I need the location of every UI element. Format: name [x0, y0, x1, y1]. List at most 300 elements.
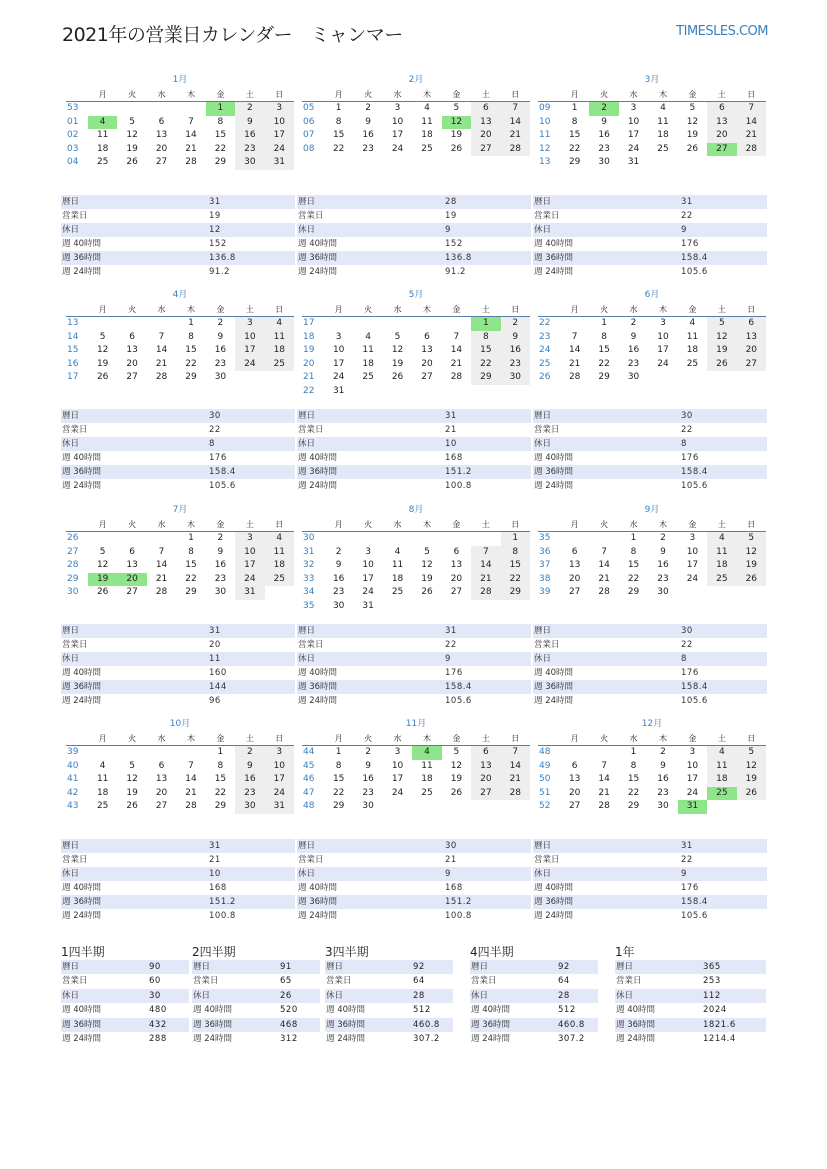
stats-value: 20: [209, 640, 221, 650]
empty-day-cell: [117, 317, 146, 331]
day-cell: 17: [627, 130, 640, 140]
day-cell: 18: [265, 559, 294, 573]
weekday-label: 金: [688, 90, 697, 99]
day-cell: 17: [265, 129, 294, 143]
empty-day-cell: [383, 800, 412, 814]
stats-value: 31: [445, 626, 457, 636]
quarter-label: 営業日: [471, 976, 497, 987]
quarter-block: [325, 944, 453, 1046]
month-calendar: [302, 287, 530, 398]
day-cell: 21: [185, 787, 197, 798]
weekday-label: 土: [717, 90, 726, 99]
stats-value: 12: [209, 225, 221, 235]
stats-label: 暦日: [298, 411, 316, 421]
stats-row: [61, 881, 295, 895]
stats-value: 168: [445, 883, 463, 893]
stats-row: [533, 265, 767, 279]
day-cell: 18: [707, 773, 736, 787]
stats-value: 21: [445, 425, 457, 435]
stats-row: [61, 423, 295, 437]
day-cell: 26: [450, 787, 463, 798]
day-cell: 2: [501, 317, 530, 331]
quarter-label: 営業日: [326, 976, 352, 987]
stats-label: 休日: [534, 869, 552, 879]
weekday-label: 金: [452, 305, 461, 314]
holiday-cell: 31: [678, 800, 707, 814]
day-cell: 20: [471, 129, 500, 143]
week-row: [66, 559, 294, 573]
day-cell: 6: [471, 102, 500, 116]
quarter-value: 64: [558, 976, 570, 987]
empty-day-cell: [353, 385, 382, 399]
month-name: 11月: [405, 719, 427, 729]
stats-row: [297, 437, 531, 451]
day-cell: 7: [453, 331, 460, 342]
day-cell: 22: [627, 787, 640, 798]
weekday-label: 木: [658, 734, 667, 743]
week-number: 35: [303, 600, 315, 611]
stats-row: [297, 853, 531, 867]
week-row: [538, 156, 766, 170]
day-cell: 10: [332, 345, 345, 355]
week-number: 45: [303, 760, 315, 771]
stats-value: 9: [681, 869, 687, 879]
month-stats: [61, 624, 295, 708]
day-cell: 15: [214, 130, 227, 140]
empty-day-cell: [147, 102, 176, 116]
stats-value: 30: [445, 841, 457, 851]
week-row: [538, 532, 766, 546]
week-number: 44: [303, 747, 315, 757]
stats-row: [533, 423, 767, 437]
empty-day-cell: [560, 532, 589, 546]
quarter-value: 90: [149, 962, 161, 972]
day-cell: 22: [332, 787, 345, 798]
empty-day-cell: [442, 317, 471, 331]
stats-row: [297, 909, 531, 923]
day-cell: 23: [235, 143, 264, 157]
weekday-label: 火: [364, 305, 373, 314]
day-cell: 1: [601, 318, 607, 328]
stats-row: [297, 881, 531, 895]
stats-value: 8: [681, 439, 687, 449]
week-row: [302, 331, 530, 345]
week-row: [66, 129, 294, 143]
day-cell: 25: [265, 573, 294, 587]
day-cell: 26: [421, 587, 433, 597]
holiday-cell: 27: [707, 143, 736, 157]
day-cell: 13: [568, 560, 581, 570]
quarter-row: [615, 1018, 766, 1032]
day-cell: 9: [235, 116, 264, 130]
empty-day-cell: [471, 532, 500, 546]
week-number: 04: [67, 157, 79, 167]
stats-value: 21: [209, 855, 221, 865]
quarter-value: 64: [413, 976, 425, 987]
quarter-value: 92: [413, 962, 425, 972]
stats-value: 176: [681, 883, 699, 893]
stats-value: 158.4: [445, 682, 472, 692]
day-cell: 12: [737, 760, 766, 774]
day-cell: 17: [332, 358, 345, 369]
stats-label: 休日: [298, 439, 316, 449]
week-row: [538, 344, 766, 358]
stats-value: 22: [681, 640, 693, 650]
stats-label: 暦日: [62, 841, 80, 851]
empty-day-cell: [471, 385, 500, 399]
week-number: 03: [67, 143, 79, 154]
week-number: 06: [303, 116, 315, 127]
day-cell: 5: [689, 103, 696, 113]
stats-row: [61, 451, 295, 465]
day-cell: 3: [689, 533, 696, 543]
day-cell: 7: [188, 760, 194, 771]
day-cell: 17: [265, 773, 294, 787]
quarter-label: 休日: [193, 990, 211, 1001]
day-cell: 21: [450, 358, 463, 369]
week-number: 50: [539, 774, 551, 784]
empty-day-cell: [383, 600, 412, 614]
stats-label: 営業日: [534, 425, 560, 435]
empty-day-cell: [353, 532, 382, 546]
quarter-row: [615, 1003, 766, 1017]
stats-value: 158.4: [209, 467, 236, 477]
day-cell: 21: [155, 358, 168, 369]
day-cell: 25: [265, 358, 294, 372]
week-number: 37: [539, 560, 551, 570]
day-cell: 29: [471, 371, 500, 385]
quarter-row: [192, 989, 320, 1003]
day-cell: 24: [235, 573, 264, 587]
day-cell: 3: [689, 747, 696, 757]
stats-row: [533, 195, 767, 209]
stats-label: 週 36時間: [534, 897, 574, 907]
empty-day-cell: [147, 532, 176, 546]
stats-label: 暦日: [298, 626, 316, 636]
day-cell: 16: [657, 774, 669, 784]
empty-day-cell: [88, 102, 117, 116]
day-cell: 14: [185, 130, 197, 140]
week-row: [538, 787, 766, 801]
day-cell: 9: [235, 760, 264, 774]
week-number: 02: [67, 130, 79, 140]
stats-label: 週 40時間: [534, 883, 574, 893]
weekday-label: 火: [364, 520, 373, 529]
stats-row: [533, 839, 767, 853]
weekday-label: 月: [98, 90, 107, 99]
quarter-row: [325, 974, 453, 988]
week-number: 28: [67, 560, 79, 570]
week-number: 31: [303, 546, 315, 557]
week-number: 01: [67, 116, 79, 127]
day-cell: 23: [235, 787, 264, 801]
stats-row: [533, 451, 767, 465]
weekday-label: 金: [688, 520, 697, 529]
day-cell: 26: [450, 143, 463, 154]
day-cell: 23: [657, 573, 669, 584]
stats-row: [61, 895, 295, 909]
day-cell: 4: [265, 532, 294, 546]
day-cell: 4: [424, 103, 430, 113]
week-number: 10: [539, 116, 551, 127]
day-cell: 9: [217, 546, 224, 557]
day-cell: 31: [332, 385, 345, 396]
weekday-label: 月: [334, 305, 343, 314]
day-cell: 29: [185, 587, 197, 597]
stats-label: 週 36時間: [298, 253, 338, 263]
stats-value: 10: [209, 869, 221, 879]
day-cell: 3: [265, 102, 294, 116]
stats-value: 9: [445, 869, 451, 879]
stats-value: 176: [445, 668, 463, 678]
month-stats: [297, 195, 531, 279]
stats-label: 週 40時間: [62, 668, 102, 678]
weekday-label: 火: [600, 520, 609, 529]
empty-day-cell: [648, 156, 677, 170]
day-cell: 2: [630, 318, 637, 328]
week-row: [302, 787, 530, 801]
week-row: [66, 371, 294, 385]
quarter-block: [615, 944, 766, 1046]
empty-day-cell: [176, 746, 205, 760]
empty-day-cell: [737, 800, 766, 814]
stats-label: 営業日: [534, 211, 560, 221]
day-cell: 18: [421, 130, 433, 140]
stats-row: [533, 881, 767, 895]
week-row: [66, 760, 294, 774]
day-cell: 28: [471, 586, 500, 600]
week-number: 34: [303, 587, 315, 597]
day-cell: 9: [660, 546, 666, 557]
weekday-header: [302, 303, 530, 317]
week-number: 22: [303, 385, 315, 396]
weekday-label: 金: [452, 520, 461, 529]
day-cell: 18: [362, 358, 374, 369]
day-cell: 29: [627, 587, 640, 597]
weekday-label: 金: [688, 734, 697, 743]
day-cell: 17: [362, 573, 374, 584]
stats-label: 週 40時間: [534, 668, 574, 678]
month-calendar: [302, 502, 530, 613]
week-row: [538, 773, 766, 787]
day-cell: 7: [158, 331, 165, 342]
day-cell: 11: [362, 345, 374, 355]
empty-day-cell: [737, 156, 766, 170]
day-cell: 8: [630, 546, 637, 557]
month-stats: [533, 839, 767, 923]
stats-row: [61, 694, 295, 708]
empty-day-cell: [707, 371, 736, 385]
stats-label: 営業日: [62, 855, 88, 865]
stats-row: [533, 465, 767, 479]
weekday-label: 日: [511, 520, 520, 529]
quarter-value: 28: [413, 990, 425, 1001]
day-cell: 23: [214, 573, 227, 584]
day-cell: 2: [235, 746, 264, 760]
quarter-value: 480: [149, 1005, 167, 1016]
stats-label: 週 24時間: [298, 911, 338, 921]
quarter-row: [615, 1032, 766, 1046]
week-row: [538, 371, 766, 385]
day-cell: 24: [391, 143, 404, 154]
day-cell: 2: [335, 546, 342, 557]
stats-row: [297, 209, 531, 223]
empty-day-cell: [589, 532, 618, 546]
stats-row: [533, 223, 767, 237]
day-cell: 9: [217, 331, 224, 342]
day-cell: 7: [571, 331, 578, 342]
day-cell: 7: [471, 546, 500, 560]
day-cell: 13: [471, 116, 500, 130]
day-cell: 5: [99, 331, 106, 342]
stats-label: 休日: [62, 654, 80, 664]
weekday-label: 土: [481, 734, 490, 743]
day-cell: 30: [362, 801, 374, 811]
day-cell: 18: [96, 143, 109, 154]
quarter-row: [325, 1032, 453, 1046]
day-cell: 8: [601, 331, 607, 342]
empty-day-cell: [383, 385, 412, 399]
stats-label: 暦日: [534, 841, 552, 851]
day-cell: 14: [737, 116, 766, 130]
stats-row: [61, 209, 295, 223]
day-cell: 18: [686, 345, 699, 355]
quarter-label: 週 40時間: [471, 1005, 511, 1016]
weekday-label: 火: [128, 734, 137, 743]
day-cell: 19: [126, 787, 138, 798]
day-cell: 20: [568, 787, 581, 798]
quarter-value: 30: [149, 990, 161, 1001]
weekday-header: [538, 518, 766, 532]
month-calendar: [538, 287, 766, 385]
stats-row: [533, 479, 767, 493]
day-cell: 10: [391, 116, 404, 127]
weekday-label: 月: [570, 305, 579, 314]
stats-row: [61, 265, 295, 279]
week-number: 17: [67, 372, 79, 382]
quarter-label: 暦日: [471, 962, 489, 972]
site-link[interactable]: TIMESLES.COM: [676, 24, 768, 39]
stats-value: 31: [209, 197, 221, 207]
day-cell: 14: [155, 560, 168, 570]
day-cell: 3: [660, 318, 666, 328]
month-stats: [297, 839, 531, 923]
day-cell: 16: [235, 129, 264, 143]
stats-value: 30: [681, 626, 693, 636]
weekday-label: 土: [245, 734, 254, 743]
stats-label: 週 24時間: [62, 696, 102, 706]
day-cell: 29: [185, 372, 197, 382]
empty-day-cell: [707, 800, 736, 814]
stats-value: 96: [209, 696, 221, 706]
weekday-label: 月: [98, 305, 107, 314]
day-cell: 11: [265, 546, 294, 560]
quarter-title: 4四半期: [470, 945, 514, 959]
day-cell: 25: [421, 143, 433, 154]
week-row: [538, 546, 766, 560]
day-cell: 28: [501, 787, 530, 801]
quarter-label: 週 40時間: [193, 1005, 233, 1016]
quarter-title: 1年: [615, 945, 635, 959]
stats-value: 100.8: [445, 911, 472, 921]
day-cell: 19: [737, 559, 766, 573]
weekday-label: 木: [186, 520, 195, 529]
day-cell: 12: [737, 546, 766, 560]
day-cell: 10: [235, 546, 264, 560]
day-cell: 29: [332, 801, 345, 811]
quarter-row: [470, 1018, 598, 1032]
stats-row: [61, 465, 295, 479]
day-cell: 5: [424, 546, 430, 557]
week-number: 16: [67, 358, 79, 369]
stats-value: 105.6: [681, 696, 708, 706]
stats-value: 22: [209, 425, 221, 435]
day-cell: 11: [391, 560, 404, 570]
day-cell: 28: [598, 587, 610, 597]
quarter-row: [192, 1032, 320, 1046]
empty-day-cell: [412, 385, 441, 399]
week-number: 30: [67, 587, 79, 597]
stats-label: 週 40時間: [534, 453, 574, 463]
quarter-value: 312: [280, 1033, 298, 1044]
quarter-label: 週 36時間: [62, 1019, 102, 1030]
stats-value: 151.2: [445, 467, 472, 477]
quarter-value: 307.2: [558, 1033, 585, 1044]
day-cell: 5: [129, 760, 135, 771]
week-row: [66, 358, 294, 372]
quarter-value: 91: [280, 962, 292, 972]
day-cell: 24: [686, 787, 699, 798]
day-cell: 13: [450, 560, 463, 570]
week-number: 32: [303, 560, 315, 570]
day-cell: 9: [601, 116, 607, 127]
day-cell: 25: [421, 787, 433, 798]
week-number: 18: [303, 331, 315, 342]
day-cell: 12: [96, 345, 109, 355]
empty-day-cell: [176, 102, 205, 116]
quarter-label: 週 40時間: [616, 1005, 656, 1016]
weekday-label: 水: [393, 305, 402, 314]
quarter-row: [61, 1018, 189, 1032]
weekday-header: [538, 88, 766, 102]
holiday-cell: 1: [471, 317, 500, 331]
week-number: 36: [539, 546, 551, 557]
week-row: [302, 371, 530, 385]
empty-day-cell: [560, 317, 589, 331]
quarter-label: 週 36時間: [471, 1019, 511, 1030]
weekday-label: 火: [128, 90, 137, 99]
stats-value: 8: [681, 654, 687, 664]
week-row: [302, 600, 530, 614]
stats-value: 105.6: [681, 911, 708, 921]
day-cell: 10: [235, 331, 264, 345]
day-cell: 24: [391, 787, 404, 798]
week-number: 42: [67, 787, 79, 798]
empty-day-cell: [383, 532, 412, 546]
day-cell: 25: [391, 587, 404, 597]
day-cell: 24: [265, 787, 294, 801]
day-cell: 27: [471, 143, 500, 157]
week-number: 11: [539, 130, 551, 140]
stats-row: [533, 909, 767, 923]
day-cell: 20: [450, 573, 463, 584]
day-cell: 15: [185, 560, 197, 570]
stats-row: [533, 638, 767, 652]
stats-value: 136.8: [445, 253, 472, 263]
weekday-label: 木: [422, 734, 431, 743]
day-cell: 9: [630, 331, 637, 342]
stats-value: 21: [445, 855, 457, 865]
